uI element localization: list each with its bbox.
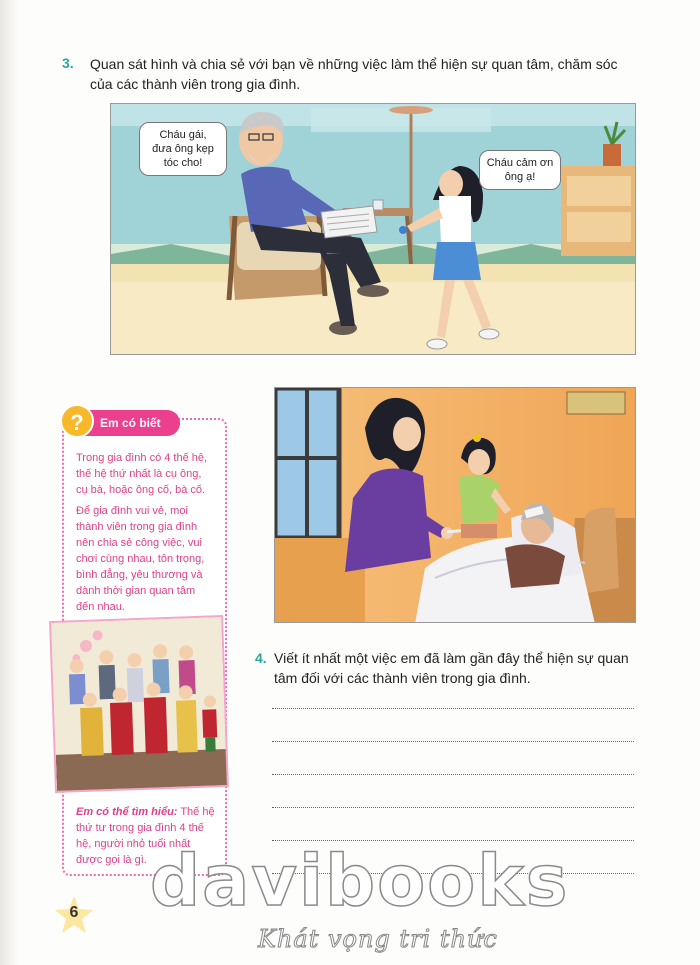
bubble-girl-line-2: ông ạ! bbox=[504, 171, 536, 183]
question-3-line-1: Quan sát hình và chia sẻ với bạn về những việc làm thể hiện sự quan tâm, chăm sóc bbox=[90, 56, 618, 72]
bubble-grandpa-line-2: đưa ông kẹp bbox=[152, 143, 214, 155]
bubble-grandpa-line-1: Cháu gái, bbox=[159, 129, 207, 141]
sidebar-paragraph-2 bbox=[76, 503, 204, 615]
family-portrait-drawing bbox=[51, 617, 229, 793]
sidebar-p3-lead: Em có thể tìm hiểu: bbox=[76, 806, 178, 818]
answer-line-4[interactable] bbox=[272, 807, 634, 808]
question-3-number: 3. bbox=[62, 55, 74, 71]
family-portrait-image bbox=[49, 615, 229, 793]
illustration-caring-for-grandmother bbox=[274, 387, 636, 623]
watermark-brand: davibooks bbox=[150, 840, 570, 922]
question-4-number: 4. bbox=[255, 650, 267, 666]
sidebar-p2-line: Để gia đình vui vẻ, mọi bbox=[76, 505, 188, 517]
sidebar-p2-line: thành viên trong gia đình bbox=[76, 521, 198, 533]
question-3-line-2: của các thành viên trong gia đình. bbox=[90, 76, 301, 92]
sidebar-p2-line: nên chia sẻ công việc, vui bbox=[76, 537, 202, 549]
sidebar-p1-line: Trong gia đình có 4 thế hệ, bbox=[76, 452, 208, 464]
did-you-know-label: Em có biết bbox=[100, 416, 161, 430]
answer-line-3[interactable] bbox=[272, 774, 634, 775]
sidebar-p3-line: thứ tư trong gia đình 4 thế bbox=[76, 822, 204, 834]
sidebar-p3-line: hệ, người nhỏ tuổi nhất bbox=[76, 838, 191, 850]
sidebar-p2-line: dành thời gian quan tâm bbox=[76, 585, 196, 597]
answer-line-2[interactable] bbox=[272, 741, 634, 742]
sidebar-p1-line: thế hệ thứ nhất là cụ ông, bbox=[76, 468, 202, 480]
watermark-slogan: Khát vọng tri thức bbox=[258, 925, 498, 953]
answer-line-1[interactable] bbox=[272, 708, 634, 709]
question-4-line-1: Viết ít nhất một việc em đã làm gần đây thể hiện sự quan bbox=[274, 650, 629, 666]
sidebar-p3-line: được gọi là gì. bbox=[76, 854, 147, 866]
page-number: 6 bbox=[69, 904, 79, 921]
sidebar-p3-first: Thế hệ bbox=[177, 806, 215, 818]
bubble-girl-line-1: Cháu cảm ơn bbox=[486, 157, 554, 169]
caring-drawing bbox=[275, 388, 636, 623]
sidebar-p2-line: bình đẳng, yêu thương và bbox=[76, 569, 203, 581]
sidebar-p3-first-line bbox=[76, 804, 215, 820]
page-edge-shadow bbox=[0, 0, 18, 965]
question-mark-icon: ? bbox=[60, 404, 94, 438]
sidebar-p2-line: đến nhau. bbox=[76, 601, 125, 613]
speech-bubble-girl bbox=[479, 150, 561, 190]
sidebar-paragraph-1 bbox=[76, 450, 207, 498]
illustration-grandpa-and-girl bbox=[110, 103, 636, 355]
question-4-line-2: tâm đối với các thành viên trong gia đình. bbox=[274, 670, 531, 686]
sidebar-p1-line: cụ bà, hoặc ông cố, bà cố. bbox=[76, 484, 206, 496]
bubble-grandpa-line-3: tóc cho! bbox=[163, 157, 203, 169]
speech-bubble-grandpa bbox=[139, 122, 227, 176]
sidebar-p2-line: chơi cùng nhau, tôn trọng, bbox=[76, 553, 205, 565]
